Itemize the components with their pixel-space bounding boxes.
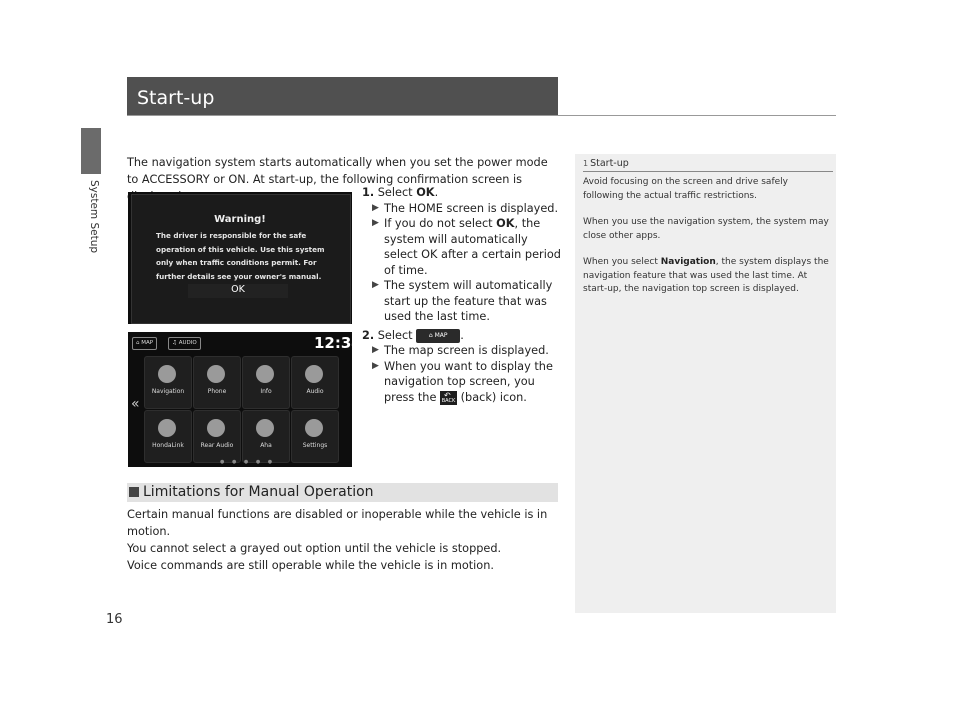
section-tab: [81, 128, 101, 174]
warning-title: Warning!: [214, 214, 266, 225]
tile-audio: Audio: [291, 356, 339, 409]
page-dots: ● ● ● ● ●: [220, 459, 276, 465]
sidebar-divider: [583, 171, 833, 172]
step-1: 1. Select OK.: [362, 186, 439, 199]
arrow-icon: ▶: [372, 360, 379, 371]
clock: 12:34: [314, 334, 362, 352]
tile-navigation: Navigation: [144, 356, 192, 409]
step-2: 2. Select ⌂ MAP .: [362, 328, 464, 342]
phone-icon: [207, 365, 225, 383]
limitations-text: Certain manual functions are disabled or inoperable while the vehicle is in motion. You cannot select a grayed out option until the vehicle is stopped. Voice commands are still operable while the vehicle is in motion.: [127, 508, 548, 572]
tile-hondalink: HondaLink: [144, 410, 192, 463]
warning-ok-button: OK: [188, 284, 288, 298]
limitations-heading-bar: [127, 483, 558, 502]
aha-icon: [256, 419, 274, 437]
steps-list: [362, 185, 562, 405]
step-1-note: ▶ If you do not select OK, the system will automatically select OK after a certain period of time.: [372, 217, 561, 277]
page-title: Start-up: [137, 87, 215, 109]
page-title-bar: [127, 77, 558, 115]
headphones-icon: [207, 419, 225, 437]
navigation-icon: [158, 365, 176, 383]
step-1-note-2: ▶ The system will automatically start up the feature that was used the last time.: [372, 279, 553, 323]
step-1-result: ▶ The HOME screen is displayed.: [372, 201, 559, 215]
title-divider: [127, 115, 836, 116]
step-2-note: ▶ When you want to display the navigation top screen, you press the ↶ BACK (back) icon.: [372, 359, 553, 404]
arrow-icon: ▶: [372, 202, 379, 213]
music-note-icon: [305, 365, 323, 383]
map-tab: ⌂ MAP: [132, 337, 157, 350]
sidebar-body: Avoid focusing on the screen and drive safely following the actual traffic restrictions. When you use the navigation system, the system may close other apps. When you select Navigation, the system displays the navigation feature that was used the last time. At start-up, the navigation top screen is displayed.: [583, 177, 829, 294]
section-label: System Setup: [88, 180, 100, 254]
arrow-icon: ▶: [372, 345, 379, 355]
page-number: 16: [106, 612, 123, 627]
step-2-result: ▶ The map screen is displayed.: [372, 344, 549, 357]
tile-phone: Phone: [193, 356, 241, 409]
back-icon: ↶ BACK: [441, 390, 456, 404]
limitations-heading: Limitations for Manual Operation: [143, 484, 374, 500]
chevron-left-icon: «: [131, 396, 140, 412]
arrow-icon: ▶: [372, 280, 379, 290]
home-screen-image: [128, 332, 362, 467]
map-button-icon: ⌂ MAP: [416, 329, 460, 343]
sidebar-note: [575, 154, 836, 613]
gear-icon: [305, 419, 323, 437]
info-icon: [256, 365, 274, 383]
audio-tab: ♫ AUDIO: [168, 337, 201, 350]
tile-rear-audio: Rear Audio: [193, 410, 241, 463]
warning-screen-image: [128, 192, 352, 324]
hondalink-icon: [158, 419, 176, 437]
tile-aha: Aha: [242, 410, 290, 463]
intro-paragraph: The navigation system starts automatically when you set the power mode to ACCESSORY or ON. At start-up, the following confirmation screen is: [127, 156, 548, 186]
sidebar-heading: 1 Start-up: [583, 158, 629, 169]
square-bullet-icon: [129, 487, 139, 497]
warning-message: The driver is responsible for the safe operation of this vehicle. Use this system only when traffic conditions permit. For further details see your owner's manual.: [156, 231, 325, 281]
note-marker-icon: 1: [583, 159, 589, 168]
arrow-icon: ▶: [372, 218, 379, 228]
tile-settings: Settings: [291, 410, 339, 463]
tile-info: Info: [242, 356, 290, 409]
